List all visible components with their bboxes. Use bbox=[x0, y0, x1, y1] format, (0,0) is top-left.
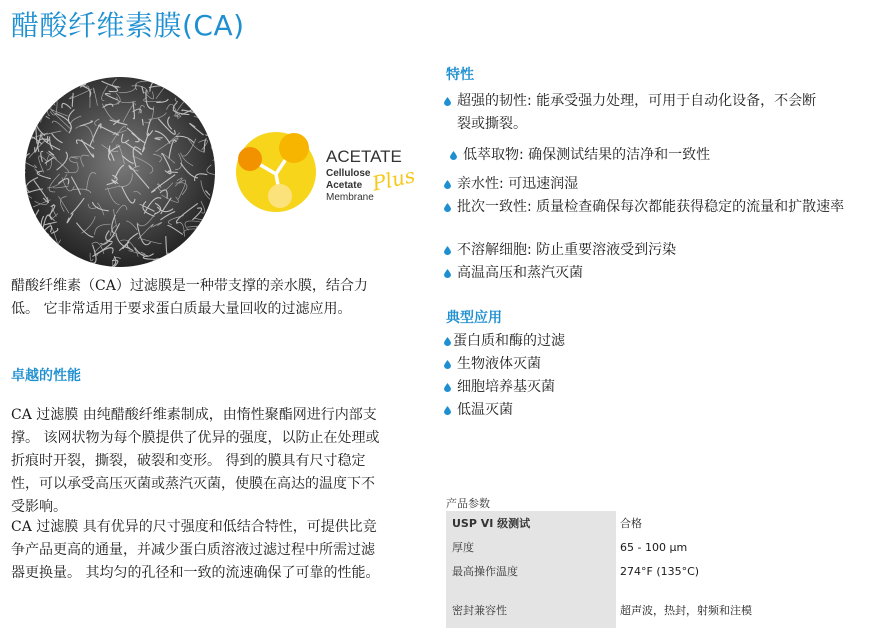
water-drop-icon bbox=[444, 383, 451, 392]
feature-item bbox=[444, 90, 844, 136]
text-line: 撑。 该网状物为每个膜提供了优异的强度，以防止在处理或 bbox=[11, 430, 380, 446]
water-drop-icon bbox=[450, 151, 457, 160]
application-item bbox=[444, 353, 565, 376]
param-key: USP VI 级测试 bbox=[446, 511, 616, 535]
feature-item bbox=[444, 173, 844, 196]
water-drop-icon bbox=[444, 180, 451, 189]
applications-heading: 典型应用 bbox=[446, 310, 502, 326]
water-drop-icon bbox=[444, 97, 451, 106]
performance-paragraph-2 bbox=[11, 516, 431, 585]
water-drop-icon bbox=[444, 337, 451, 346]
text-line: 折痕时开裂，撕裂，破裂和变形。 得到的膜具有尺寸稳定 bbox=[11, 453, 366, 469]
feature-text: 高温高压和蒸汽灭菌 bbox=[457, 265, 583, 281]
param-value: 合格 bbox=[620, 517, 642, 530]
application-item bbox=[444, 330, 565, 353]
logo-plus-script: Plus bbox=[370, 163, 416, 196]
logo-acetate-text: ACETATE bbox=[326, 147, 402, 166]
acetate-plus-logo bbox=[236, 130, 416, 220]
param-value: 274°F (135°C) bbox=[620, 564, 700, 578]
page-title: 醋酸纤维素膜(CA) bbox=[11, 9, 245, 42]
feature-text: 超强的韧性: 能承受强力处理，可用于自动化设备，不会断 bbox=[457, 93, 817, 109]
membrane-micrograph bbox=[25, 77, 215, 267]
intro-line: 低。 它非常适用于要求蛋白质最大量回收的过滤应用。 bbox=[11, 301, 352, 317]
text-line: 器更换量。 其均匀的孔径和一致的流速确保了可靠的性能。 bbox=[11, 565, 380, 581]
param-key: 最高操作温度 bbox=[446, 559, 616, 583]
feature-item bbox=[444, 196, 844, 219]
feature-item bbox=[444, 262, 844, 285]
features-heading: 特性 bbox=[446, 67, 474, 83]
table-row bbox=[446, 535, 866, 559]
application-text: 蛋白质和酶的过滤 bbox=[453, 333, 565, 349]
application-text: 生物液体灭菌 bbox=[457, 356, 541, 372]
application-item bbox=[444, 399, 565, 422]
intro-paragraph bbox=[11, 275, 431, 321]
feature-text: 裂或撕裂。 bbox=[457, 116, 527, 132]
feature-text: 批次一致性: 质量检查确保每次都能获得稳定的流量和扩散速率 bbox=[457, 199, 845, 215]
param-key: 厚度 bbox=[446, 535, 616, 559]
logo-acetate-small-text: Acetate bbox=[326, 180, 363, 191]
feature-item bbox=[444, 144, 844, 167]
water-drop-icon bbox=[444, 246, 451, 255]
water-drop-icon bbox=[444, 203, 451, 212]
param-value: 65 - 100 µm bbox=[620, 540, 688, 554]
features-list bbox=[444, 90, 844, 285]
feature-item bbox=[444, 239, 844, 262]
intro-line: 醋酸纤维素（CA）过滤膜是一种带支撑的亲水膜，结合力 bbox=[11, 278, 368, 294]
logo-membrane-text: Membrane bbox=[326, 192, 374, 203]
text-line: CA 过滤膜 具有优异的尺寸强度和低结合特性，可提供比竞 bbox=[11, 519, 377, 535]
text-line: 性，可以承受高压灭菌或蒸汽灭菌，使膜在高达的温度下不 bbox=[11, 476, 375, 492]
params-label: 产品参数 bbox=[446, 497, 490, 510]
performance-paragraph-1 bbox=[11, 404, 431, 519]
feature-text: 不溶解细胞: 防止重要溶液受到污染 bbox=[457, 242, 677, 258]
param-key: 密封兼容性 bbox=[446, 592, 616, 628]
table-row bbox=[446, 592, 866, 628]
text-line: 受影响。 bbox=[11, 499, 67, 515]
table-row bbox=[446, 559, 866, 583]
feature-text: 低萃取物: 确保测试结果的洁净和一致性 bbox=[463, 147, 711, 163]
text-line: CA 过滤膜 由纯醋酸纤维素制成，由惰性聚酯网进行内部支 bbox=[11, 407, 377, 423]
water-drop-icon bbox=[444, 360, 451, 369]
application-text: 细胞培养基灭菌 bbox=[457, 379, 555, 395]
applications-list bbox=[444, 330, 565, 422]
param-value: 超声波，热封，射频和注模 bbox=[620, 604, 752, 617]
feature-text: 亲水性: 可迅速润湿 bbox=[457, 176, 579, 192]
table-row bbox=[446, 511, 866, 535]
logo-cellulose-text: Cellulose bbox=[326, 168, 371, 179]
params-table bbox=[446, 511, 866, 628]
water-drop-icon bbox=[444, 406, 451, 415]
text-line: 争产品更高的通量，并减少蛋白质溶液过滤过程中所需过滤 bbox=[11, 542, 375, 558]
water-drop-icon bbox=[444, 269, 451, 278]
application-text: 低温灭菌 bbox=[457, 402, 513, 418]
performance-heading: 卓越的性能 bbox=[11, 368, 81, 384]
table-spacer bbox=[446, 583, 866, 592]
application-item bbox=[444, 376, 565, 399]
